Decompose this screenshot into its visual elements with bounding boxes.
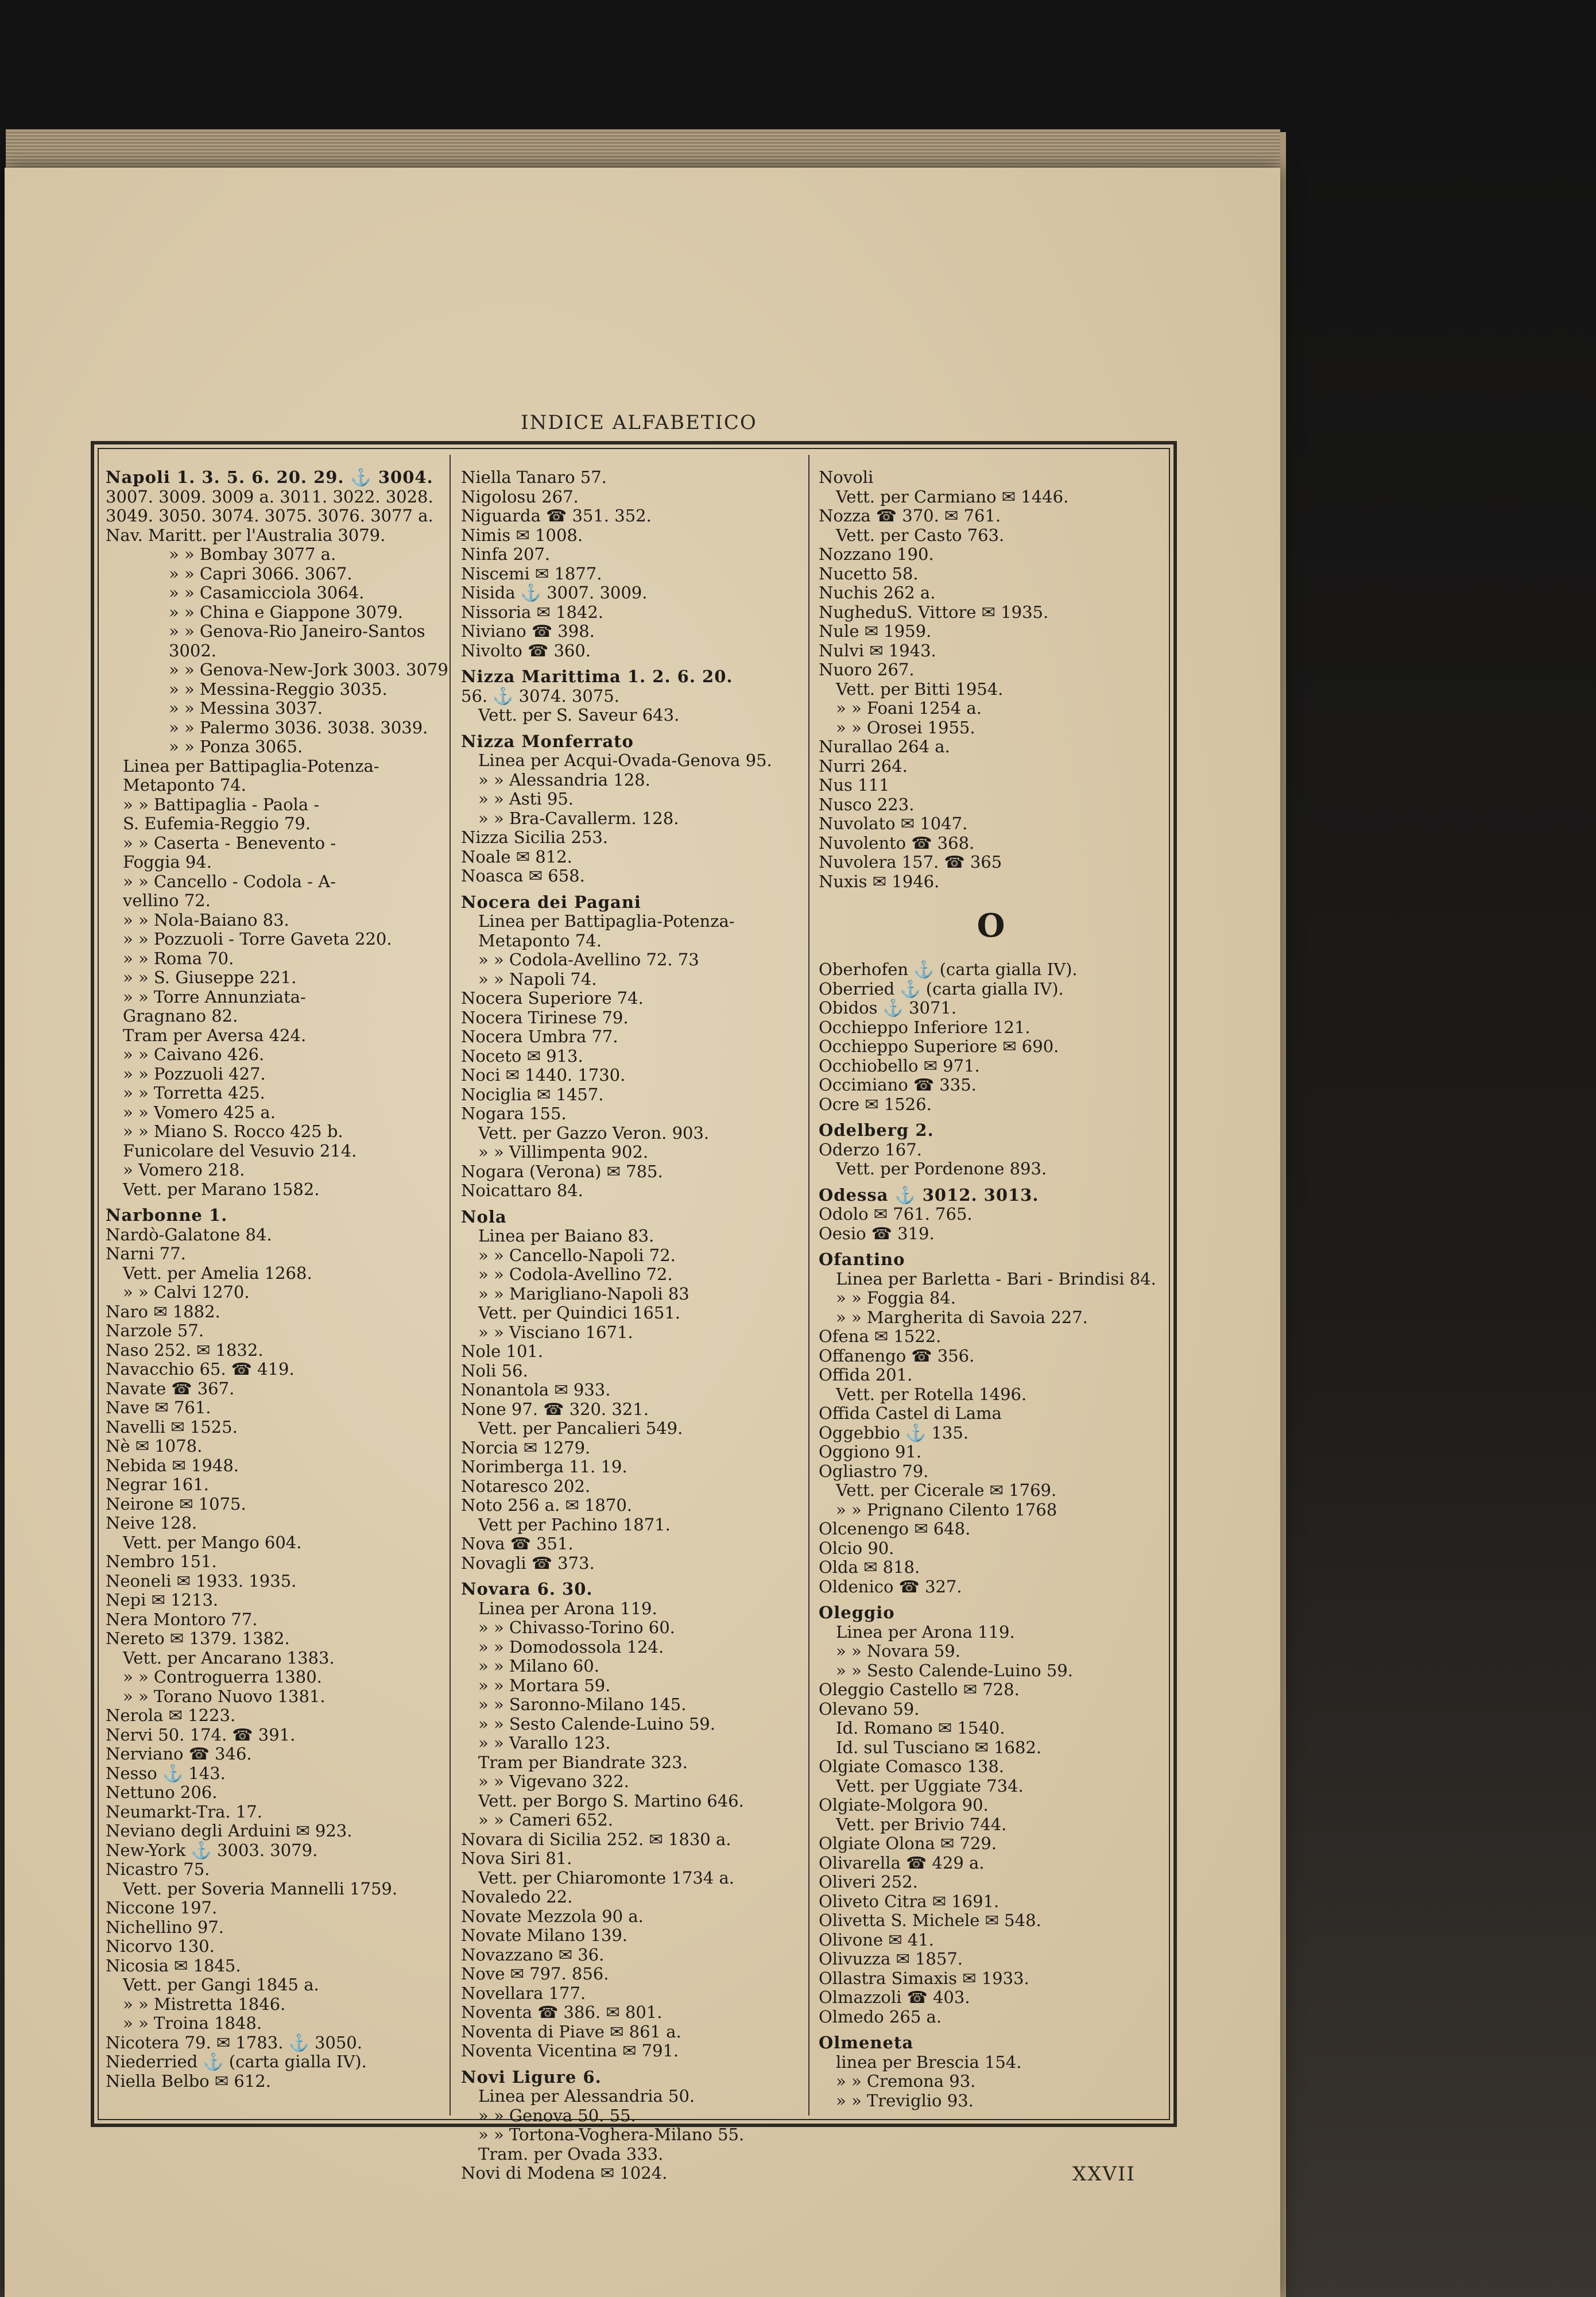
index-entry: Nereto ✉ 1379. 1382. [106, 1629, 290, 1648]
index-entry: Nizza Monferrato [461, 731, 634, 751]
index-entry: » » Mistretta 1846. [123, 1994, 286, 2014]
index-entry: Nicastro 75. [106, 1859, 210, 1879]
index-entry: Nerola ✉ 1223. [106, 1706, 236, 1725]
index-entry: Nimis ✉ 1008. [461, 525, 583, 545]
index-entry: » » Caivano 426. [123, 1045, 265, 1064]
index-entry: Nigolosu 267. [461, 486, 579, 506]
index-entry: Ofantino [819, 1250, 905, 1269]
index-entry: » » Tortona-Voghera-Milano 55. [478, 2125, 745, 2144]
index-entry: Oldenico ☎ 327. [819, 1576, 962, 1596]
index-entry: Noasca ✉ 658. [461, 866, 585, 885]
index-entry: » » Caserta - Benevento - [123, 833, 336, 853]
index-entry: Narni 77. [106, 1244, 186, 1263]
index-entry: » » Cancello-Napoli 72. [478, 1245, 676, 1265]
index-entry: Vett. per Brivio 744. [836, 1814, 1007, 1834]
index-entry: » » Novara 59. [836, 1641, 960, 1661]
index-entry: Nuvolera 157. ☎ 365 [819, 852, 1002, 872]
index-entry: Niccone 197. [106, 1898, 218, 1917]
index-entry: » » Vomero 425 a. [123, 1102, 276, 1122]
index-entry: » » Orosei 1955. [836, 717, 975, 737]
index-entry: Nervi 50. 174. ☎ 391. [106, 1724, 296, 1745]
section-letter: O [977, 907, 1005, 945]
index-entry: » » Margherita di Savoia 227. [836, 1307, 1088, 1327]
index-entry: Olivetta S. Michele ✉ 548. [819, 1911, 1041, 1930]
index-entry: Naso 252. ✉ 1832. [106, 1340, 264, 1360]
index-entry: Ogliastro 79. [819, 1461, 929, 1481]
index-entry: Olcio 90. [819, 1538, 894, 1558]
index-entry: » » Cameri 652. [478, 1810, 613, 1830]
index-entry: Offida Castel di Lama [819, 1403, 1002, 1423]
index-entry: Nesso ⚓ 143. [106, 1763, 226, 1783]
index-entry: 3007. 3009. 3009 a. 3011. 3022. 3028. [106, 486, 433, 506]
index-entry: Tram per Aversa 424. [123, 1025, 307, 1045]
index-entry: 56. ⚓ 3074. 3075. [461, 686, 619, 706]
index-entry: » » Genova-Rio Janeiro-Santos [169, 621, 425, 641]
index-entry: Nova ☎ 351. [461, 1534, 574, 1553]
index-entry: Nuvolento ☎ 368. [819, 833, 975, 853]
index-entry: Olmazzoli ☎ 403. [819, 1987, 970, 2007]
index-entry: Olgiate Comasco 138. [819, 1757, 1005, 1776]
index-entry: Noventa ☎ 386. ✉ 801. [461, 2002, 663, 2022]
index-entry: Nove ✉ 797. 856. [461, 1964, 609, 1983]
book-page [5, 168, 1280, 2297]
index-entry: Novate Milano 139. [461, 1925, 627, 1945]
index-entry: » » Marigliano-Napoli 83 [478, 1283, 689, 1304]
index-entry: Nembro 151. [106, 1552, 217, 1571]
index-entry: Metaponto 74. [123, 775, 246, 795]
index-entry: Novaledo 22. [461, 1887, 573, 1907]
index-entry: Olda ✉ 818. [819, 1557, 920, 1577]
index-entry: Nizza Sicilia 253. [461, 827, 609, 847]
index-entry: Linea per Battipaglia-Potenza- [478, 911, 735, 931]
index-entry: Oleggio Castello ✉ 728. [819, 1680, 1020, 1699]
index-entry: Odolo ✉ 761. 765. [819, 1204, 973, 1224]
index-entry: » » Genova 50. 55. [478, 2105, 636, 2125]
index-entry: Naro ✉ 1882. [106, 1301, 220, 1321]
index-entry: Funicolare del Vesuvio 214. [123, 1140, 357, 1161]
index-entry: Nole 101. [461, 1341, 544, 1361]
index-entry: Occhiobello ✉ 971. [819, 1055, 980, 1076]
index-entry: Neoneli ✉ 1933. 1935. [106, 1571, 297, 1591]
index-entry: Linea per Acqui-Ovada-Genova 95. [478, 751, 772, 770]
index-entry: Nuxis ✉ 1946. [819, 871, 940, 891]
index-entry: Nurri 264. [819, 756, 908, 776]
page-right-edge [1280, 132, 1286, 2297]
index-entry: New-York ⚓ 3003. 3079. [106, 1840, 318, 1860]
index-entry: Foggia 94. [123, 852, 212, 872]
index-entry: Niscemi ✉ 1877. [461, 563, 602, 583]
index-entry: » » Varallo 123. [478, 1733, 611, 1753]
index-entry: Neviano degli Arduini ✉ 923. [106, 1821, 352, 1840]
index-entry: » » Chivasso-Torino 60. [478, 1618, 675, 1637]
index-entry: Nuvolato ✉ 1047. [819, 814, 968, 833]
index-entry: » » Genova-New-Jork 3003. 3079 [169, 660, 448, 679]
index-entry: Novagli ☎ 373. [461, 1553, 595, 1573]
index-entry: vellino 72. [123, 891, 211, 910]
index-column-2 [461, 468, 803, 2183]
index-entry: » » Ponza 3065. [169, 737, 303, 756]
index-entry: Ninfa 207. [461, 544, 551, 564]
index-entry: » » Alessandria 128. [478, 769, 650, 790]
index-entry: » » Pozzuoli - Torre Gaveta 220. [123, 929, 392, 949]
index-entry: » » Codola-Avellino 72. 73 [478, 950, 699, 969]
index-entry: Nocera Superiore 74. [461, 988, 644, 1008]
index-entry: Novi Ligure 6. [461, 2067, 602, 2087]
index-entry: Nurallao 264 a. [819, 737, 950, 756]
index-entry: Nusco 223. [819, 794, 915, 814]
index-entry: » » Messina 3037. [169, 698, 323, 718]
index-entry: » » Cremona 93. [836, 2071, 976, 2091]
index-entry: Navacchio 65. ☎ 419. [106, 1359, 295, 1379]
index-entry: Tram per Biandrate 323. [478, 1752, 688, 1772]
index-entry: Nera Montoro 77. [106, 1609, 258, 1629]
index-entry: Nus 111 [819, 775, 890, 795]
index-entry: » » Pozzuoli 427. [123, 1064, 266, 1084]
index-entry: » » Torretta 425. [123, 1083, 265, 1103]
index-entry: Nuchis 262 a. [819, 583, 936, 602]
index-entry: Occhieppo Inferiore 121. [819, 1017, 1031, 1037]
index-entry: Vett. per Borgo S. Martino 646. [478, 1791, 744, 1811]
index-entry: Nucetto 58. [819, 563, 919, 583]
index-entry: Nave ✉ 761. [106, 1398, 211, 1417]
index-entry: Vett. per Rotella 1496. [836, 1384, 1027, 1404]
index-entry: Novazzano ✉ 36. [461, 1944, 605, 1965]
index-entry: Nè ✉ 1078. [106, 1436, 203, 1456]
index-entry: » » Calvi 1270. [123, 1282, 250, 1302]
index-entry: Vett. per Casto 763. [836, 525, 1005, 545]
index-entry: Vett. per Cicerale ✉ 1769. [836, 1480, 1057, 1500]
column-rule-2 [808, 455, 809, 2116]
index-entry: Nisida ⚓ 3007. 3009. [461, 583, 648, 602]
index-entry: » » Miano S. Rocco 425 b. [123, 1122, 343, 1141]
index-entry: Olmedo 265 a. [819, 2006, 942, 2027]
index-entry: Gragnano 82. [123, 1006, 238, 1026]
index-entry: Novellara 177. [461, 1983, 586, 2003]
index-entry: Neumarkt-Tra. 17. [106, 1801, 262, 1822]
index-entry: » » Villimpenta 902. [478, 1142, 649, 1162]
index-entry: Olgiate Olona ✉ 729. [819, 1834, 997, 1853]
index-entry: Oberhofen ⚓ (carta gialla IV). [819, 960, 1078, 979]
index-entry: » » Torano Nuovo 1381. [123, 1686, 326, 1706]
index-entry: Neirone ✉ 1075. [106, 1494, 246, 1514]
index-entry: None 97. ☎ 320. 321. [461, 1399, 649, 1419]
index-entry: » » Prignano Cilento 1768 [836, 1499, 1057, 1519]
index-entry: Metaponto 74. [478, 930, 602, 950]
index-entry: » » Casamicciola 3064. [169, 583, 365, 602]
index-entry: » » Cancello - Codola - A- [123, 871, 336, 891]
index-entry: Olgiate-Molgora 90. [819, 1795, 989, 1815]
index-entry: Occhieppo Superiore ✉ 690. [819, 1037, 1059, 1056]
index-entry: Ocre ✉ 1526. [819, 1094, 932, 1114]
index-entry: Nav. Maritt. per l'Australia 3079. [106, 525, 386, 545]
index-entry: Olivuzza ✉ 1857. [819, 1949, 963, 1969]
index-entry: Narzole 57. [106, 1321, 204, 1340]
index-entry: Nicosia ✉ 1845. [106, 1955, 241, 1975]
index-entry: Nerviano ☎ 346. [106, 1744, 252, 1764]
index-entry: Norcia ✉ 1279. [461, 1437, 591, 1457]
index-entry: Noceto ✉ 913. [461, 1046, 583, 1066]
index-entry: Vett. per Marano 1582. [123, 1179, 320, 1199]
index-entry: » » Bra-Cavallerm. 128. [478, 808, 679, 828]
index-entry: Oggebbio ⚓ 135. [819, 1422, 969, 1443]
index-column-3 [819, 468, 1163, 2110]
index-entry: Nebida ✉ 1948. [106, 1455, 239, 1475]
index-entry: Id. Romano ✉ 1540. [836, 1718, 1005, 1738]
index-entry: Vett. per Quindici 1651. [478, 1303, 680, 1322]
index-entry: » » Troina 1848. [123, 2013, 262, 2033]
index-entry: Nogara (Verona) ✉ 785. [461, 1161, 663, 1181]
index-entry: Niella Tanaro 57. [461, 467, 607, 487]
index-entry: Vett. per Pordenone 893. [836, 1159, 1047, 1178]
index-entry: Nonantola ✉ 933. [461, 1380, 611, 1399]
index-entry: » » Mortara 59. [478, 1675, 611, 1695]
index-entry: Linea per Arona 119. [836, 1622, 1015, 1642]
index-entry: Nulvi ✉ 1943. [819, 640, 936, 660]
index-entry: Vett. per Bitti 1954. [836, 679, 1004, 699]
index-entry: Nocera dei Pagani [461, 892, 641, 912]
index-entry: Oliveto Citra ✉ 1691. [819, 1891, 1000, 1911]
index-column-1 [106, 467, 448, 2091]
index-entry: Novi di Modena ✉ 1024. [461, 2163, 668, 2183]
index-entry: » » Nola-Baiano 83. [123, 910, 289, 930]
index-entry: Linea per Arona 119. [478, 1598, 657, 1618]
page-header-title: INDICE ALFABETICO [521, 411, 757, 434]
index-entry: » Vomero 218. [123, 1160, 245, 1180]
index-entry: Olivone ✉ 41. [819, 1929, 934, 1950]
index-entry: » » Vigevano 322. [478, 1772, 629, 1791]
index-entry: Neive 128. [106, 1513, 197, 1533]
index-entry: Olcenengo ✉ 648. [819, 1519, 971, 1538]
index-entry: Odessa ⚓ 3012. 3013. [819, 1185, 1039, 1205]
index-entry: Nozza ☎ 370. ✉ 761. [819, 506, 1001, 525]
index-entry: Oliveri 252. [819, 1872, 918, 1892]
index-entry: 3002. [169, 640, 217, 660]
index-entry: Linea per Alessandria 50. [478, 2086, 695, 2106]
index-entry: Nuoro 267. [819, 660, 915, 679]
index-entry: » » Foggia 84. [836, 1288, 956, 1308]
index-entry: Offanengo ☎ 356. [819, 1345, 975, 1366]
index-entry: » » Capri 3066. 3067. [169, 563, 352, 583]
index-entry: Oleggio [819, 1603, 895, 1622]
index-entry: » » Torre Annunziata- [123, 987, 306, 1007]
index-entry: » » Palermo 3036. 3038. 3039. [169, 717, 428, 737]
index-entry: Nola [461, 1206, 507, 1227]
index-entry: » » China e Giappone 3079. [169, 602, 404, 622]
page-stack-edges [6, 129, 1280, 168]
index-entry: Niviano ☎ 398. [461, 621, 595, 641]
index-entry: » » Bombay 3077 a. [169, 544, 336, 564]
index-entry: Niederried ⚓ (carta gialla IV). [106, 2052, 367, 2071]
index-entry: Olivarella ☎ 429 a. [819, 1853, 985, 1873]
index-entry: » » Visciano 1671. [478, 1322, 633, 1342]
index-entry: » » Codola-Avellino 72. [478, 1264, 673, 1284]
index-entry: NugheduS. Vittore ✉ 1935. [819, 602, 1049, 622]
index-entry: Nociglia ✉ 1457. [461, 1084, 604, 1104]
index-entry: Olevano 59. [819, 1699, 920, 1719]
index-entry: Noto 256 a. ✉ 1870. [461, 1495, 633, 1515]
index-entry: Notaresco 202. [461, 1476, 591, 1496]
index-entry: Norimberga 11. 19. [461, 1457, 627, 1476]
index-entry: Vett. per Gazzo Veron. 903. [478, 1123, 710, 1143]
index-entry: Nissoria ✉ 1842. [461, 602, 604, 622]
index-entry: Linea per Battipaglia-Potenza- [123, 756, 379, 776]
index-entry: 3049. 3050. 3074. 3075. 3076. 3077 a. [106, 506, 433, 525]
index-entry: » » Domodossola 124. [478, 1637, 664, 1657]
index-entry: Niella Belbo ✉ 612. [106, 2071, 271, 2091]
index-entry: Nardò-Galatone 84. [106, 1224, 272, 1244]
index-entry: » » Controguerra 1380. [123, 1667, 322, 1687]
index-entry: Ollastra Simaxis ✉ 1933. [819, 1968, 1029, 1988]
index-entry: Id. sul Tusciano ✉ 1682. [836, 1737, 1042, 1757]
index-entry: Noicattaro 84. [461, 1181, 583, 1200]
index-entry: Vett per Pachino 1871. [478, 1514, 671, 1534]
index-entry: » » Battipaglia - Paola - [123, 794, 320, 814]
index-entry: Nocera Umbra 77. [461, 1027, 618, 1046]
index-entry: Noventa Vicentina ✉ 791. [461, 2041, 679, 2060]
index-entry: Oberried ⚓ (carta gialla IV). [819, 979, 1064, 999]
index-entry: Oderzo 167. [819, 1139, 922, 1159]
index-entry: Linea per Barletta - Bari - Brindisi 84. [836, 1269, 1156, 1289]
index-entry: » » Milano 60. [478, 1656, 599, 1676]
index-entry: Vett. per Gangi 1845 a. [123, 1975, 319, 1994]
index-entry: Nogara 155. [461, 1104, 567, 1123]
index-entry: » » Treviglio 93. [836, 2090, 974, 2110]
index-entry: Vett. per Carmiano ✉ 1446. [836, 486, 1069, 506]
index-entry: Nova Siri 81. [461, 1849, 572, 1868]
index-entry: Novara di Sicilia 252. ✉ 1830 a. [461, 1829, 731, 1849]
index-entry: Navate ☎ 367. [106, 1378, 235, 1398]
index-entry: Negrar 161. [106, 1475, 209, 1494]
index-entry: Tram. per Ovada 333. [478, 2144, 664, 2164]
index-entry: Nettuno 206. [106, 1782, 218, 1802]
index-entry: Novara 6. 30. [461, 1579, 593, 1599]
index-entry: linea per Brescia 154. [836, 2052, 1022, 2072]
index-entry: Nozzano 190. [819, 544, 934, 564]
page-number: XXVII [1072, 2163, 1136, 2186]
index-entry: Novoli [819, 467, 874, 487]
index-entry: » » Sesto Calende-Luino 59. [836, 1660, 1073, 1680]
index-entry: Nule ✉ 1959. [819, 621, 932, 641]
index-entry: Noli 56. [461, 1360, 528, 1380]
index-entry: Offida 201. [819, 1365, 913, 1385]
index-entry: Ofena ✉ 1522. [819, 1327, 942, 1346]
index-entry: Narbonne 1. [106, 1205, 228, 1225]
index-entry: Linea per Baiano 83. [478, 1226, 654, 1246]
index-entry: Oesio ☎ 319. [819, 1223, 935, 1243]
index-entry: » » Napoli 74. [478, 969, 597, 989]
index-entry: Obidos ⚓ 3071. [819, 998, 957, 1018]
index-entry: Navelli ✉ 1525. [106, 1417, 238, 1437]
index-entry: » » Asti 95. [478, 789, 574, 809]
index-entry: Vett. per Mango 604. [123, 1532, 302, 1552]
index-entry: Noale ✉ 812. [461, 846, 572, 867]
index-entry: Nepi ✉ 1213. [106, 1590, 219, 1610]
index-entry: Olmeneta [819, 2033, 914, 2052]
index-entry: Nivolto ☎ 360. [461, 640, 591, 660]
index-entry: Novate Mezzola 90 a. [461, 1906, 644, 1926]
index-entry: Nicotera 79. ✉ 1783. ⚓ 3050. [106, 2032, 362, 2052]
column-rule-1 [450, 455, 451, 2116]
index-entry: » » Sesto Calende-Luino 59. [478, 1714, 715, 1734]
index-entry: Vett. per Uggiate 734. [836, 1776, 1024, 1796]
index-entry: Vett. per S. Saveur 643. [478, 705, 680, 725]
index-entry: Noci ✉ 1440. 1730. [461, 1065, 626, 1085]
index-entry: Vett. per Chiaromonte 1734 a. [478, 1867, 734, 1888]
index-entry: Vett. per Amelia 1268. [123, 1263, 312, 1283]
index-entry: Vett. per Ancarano 1383. [123, 1648, 335, 1668]
index-entry: » » Foani 1254 a. [836, 698, 982, 718]
index-entry: Nicorvo 130. [106, 1936, 215, 1956]
index-entry: S. Eufemia-Reggio 79. [123, 814, 311, 833]
index-entry: Vett. per Pancalieri 549. [478, 1418, 683, 1438]
index-entry: » » Roma 70. [123, 948, 234, 968]
index-entry: Nichellino 97. [106, 1917, 224, 1937]
index-entry: Noventa di Piave ✉ 861 a. [461, 2021, 681, 2041]
index-entry: Nocera Tirinese 79. [461, 1007, 629, 1027]
index-entry: » » S. Giuseppe 221. [123, 968, 297, 987]
index-entry: Odelberg 2. [819, 1120, 934, 1140]
index-entry: Nizza Marittima 1. 2. 6. 20. [461, 667, 733, 686]
index-entry: » » Messina-Reggio 3035. [169, 679, 388, 699]
index-entry: Napoli 1. 3. 5. 6. 20. 29. ⚓ 3004. [106, 467, 433, 487]
index-entry: » » Saronno-Milano 145. [478, 1695, 687, 1714]
index-entry: Niguarda ☎ 351. 352. [461, 506, 652, 525]
index-entry: Occimiano ☎ 335. [819, 1075, 977, 1095]
index-entry: Vett. per Soveria Mannelli 1759. [123, 1878, 398, 1898]
index-entry: Oggiono 91. [819, 1442, 922, 1461]
